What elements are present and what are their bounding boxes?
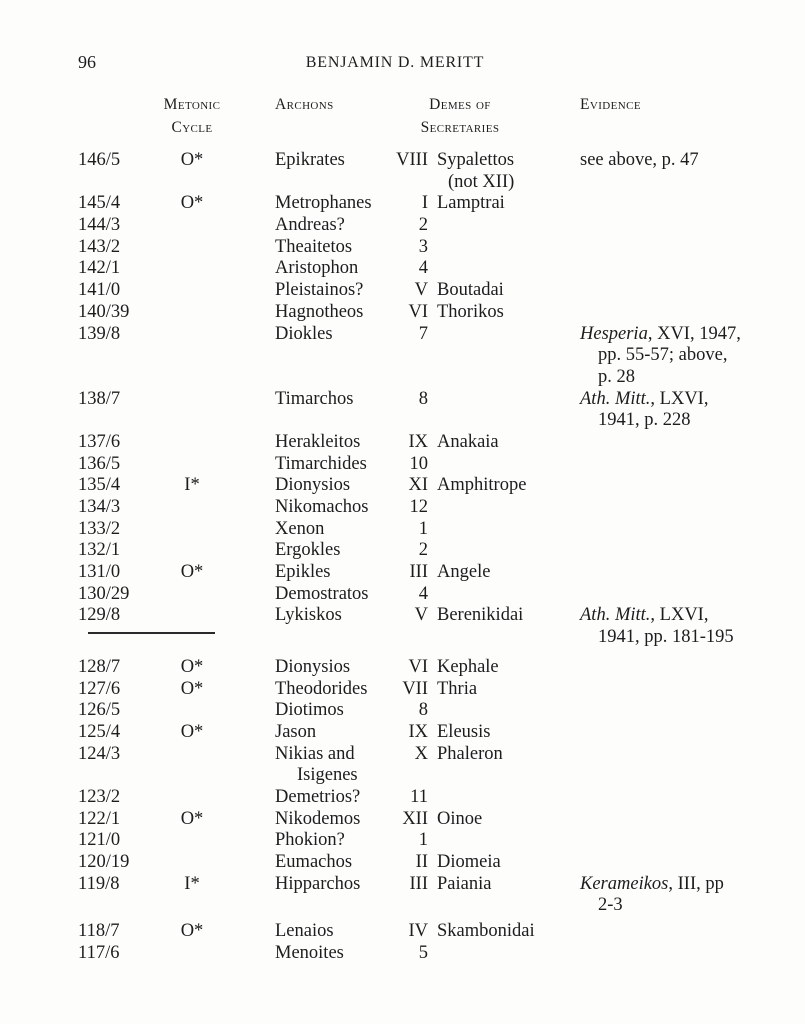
evidence-text: , LXVI,	[650, 605, 709, 626]
table-row	[0, 258, 805, 280]
metonic-cycle-cell: O*	[180, 808, 204, 829]
archon-cell: Menoites	[275, 942, 344, 963]
page-number: 96	[78, 52, 96, 72]
secretary-numeral-cell: III	[409, 873, 428, 894]
year-cell: 141/0	[78, 280, 121, 301]
evidence-cell	[580, 150, 802, 172]
evidence-continuation-cell: 1941, pp. 181-195	[598, 627, 734, 648]
table-row	[0, 744, 805, 766]
secretary-numeral-cell: 1	[418, 518, 428, 539]
table-row	[0, 172, 805, 194]
archon-cell: Timarchides	[275, 453, 367, 474]
year-cell: 144/3	[78, 215, 121, 236]
metonic-cycle-cell: O*	[180, 150, 204, 170]
table-row	[0, 410, 805, 432]
secretary-numeral-cell: 4	[418, 258, 428, 279]
archon-continuation-cell: Isigenes	[297, 765, 358, 786]
page-title: BENJAMIN D. MERITT	[305, 54, 485, 71]
archon-cell: Nikias and	[275, 743, 355, 764]
archon-cell: Nikomachos	[275, 497, 369, 517]
evidence-text: , III, pp	[668, 873, 724, 894]
table-row	[0, 765, 805, 787]
archon-cell: Pleistainos?	[275, 280, 364, 301]
header-demes-line2: Secretaries	[420, 119, 500, 136]
table-row	[0, 852, 805, 874]
year-cell: 140/39	[78, 301, 130, 322]
secretary-numeral-cell: V	[414, 605, 428, 626]
year-cell: 132/1	[78, 540, 121, 561]
journal-name: Hesperia	[580, 323, 648, 344]
table-row	[0, 150, 805, 172]
deme-cell: Amphitrope	[437, 475, 527, 496]
year-cell: 136/5	[78, 453, 121, 474]
secretary-numeral-cell: I	[421, 193, 428, 214]
year-cell: 126/5	[78, 700, 121, 721]
secretary-numeral-cell: 4	[418, 583, 428, 604]
secretary-numeral-cell: 1	[418, 830, 428, 851]
evidence-cell	[580, 874, 802, 896]
metonic-cycle-cell: O*	[180, 921, 204, 942]
table-row	[0, 280, 805, 302]
archon-cell: Hipparchos	[275, 873, 361, 894]
year-cell: 127/6	[78, 678, 121, 699]
column-header-evidence: Evidence	[580, 96, 641, 113]
secretary-numeral-cell: 11	[410, 786, 428, 807]
deme-cell: Lamptrai	[437, 193, 505, 214]
table-row	[0, 519, 805, 541]
archon-cell: Epikrates	[275, 150, 345, 170]
year-cell: 131/0	[78, 562, 121, 583]
archon-cell: Dionysios	[275, 475, 351, 496]
evidence-cell	[580, 605, 802, 627]
year-cell: 120/19	[78, 852, 130, 872]
secretary-numeral-cell: XII	[402, 808, 428, 829]
year-cell: 138/7	[78, 388, 121, 409]
table-row	[0, 605, 805, 627]
table-row	[0, 700, 805, 722]
year-cell: 142/1	[78, 258, 121, 279]
archon-cell: Lenaios	[275, 921, 334, 942]
table-row	[0, 302, 805, 324]
archon-cell: Herakleitos	[275, 431, 361, 452]
metonic-cycle-cell: I*	[184, 873, 200, 894]
archon-cell: Demostratos	[275, 583, 369, 604]
deme-cell: Diomeia	[437, 852, 501, 872]
year-cell: 119/8	[78, 873, 120, 894]
secretary-numeral-cell: 7	[418, 323, 428, 344]
year-cell: 118/7	[78, 921, 120, 942]
table-row	[0, 562, 805, 584]
metonic-cycle-cell: O*	[180, 721, 204, 742]
archon-cell: Diotimos	[275, 700, 344, 721]
archon-cell: Nikodemos	[275, 808, 361, 829]
table-row	[0, 454, 805, 476]
secretary-numeral-cell: XI	[408, 475, 428, 496]
journal-name: Ath. Mitt.	[580, 605, 651, 626]
year-cell: 124/3	[78, 743, 121, 764]
secretary-numeral-cell: IX	[408, 721, 428, 742]
metonic-cycle-cell: I*	[184, 475, 200, 496]
year-cell: 133/2	[78, 518, 121, 539]
table-row	[0, 657, 805, 679]
archon-cell: Epikles	[275, 562, 331, 583]
evidence-continuation-cell: p. 28	[598, 366, 635, 387]
evidence-text: see above, p. 47	[580, 150, 699, 170]
archon-cell: Metrophanes	[275, 193, 372, 214]
secretary-numeral-cell: 10	[409, 453, 428, 474]
deme-cell: Eleusis	[437, 721, 491, 742]
section-divider-rule	[88, 632, 215, 634]
archon-cell: Lykiskos	[275, 605, 342, 626]
journal-name: Kerameikos	[580, 873, 669, 894]
table-row	[0, 475, 805, 497]
deme-cell: Paiania	[437, 873, 492, 894]
table-row	[0, 787, 805, 809]
table-row	[0, 943, 805, 965]
evidence-cell	[580, 389, 802, 411]
deme-cell: Oinoe	[437, 808, 483, 829]
archon-cell: Eumachos	[275, 852, 353, 872]
secretary-numeral-cell: 2	[418, 215, 428, 236]
year-cell: 145/4	[78, 193, 121, 214]
secretary-numeral-cell: X	[414, 743, 428, 764]
metonic-cycle-cell: O*	[180, 656, 204, 677]
archon-cell: Xenon	[275, 518, 325, 539]
secretary-numeral-cell: VIII	[396, 150, 428, 170]
secretary-numeral-cell: VII	[402, 678, 428, 699]
secretary-numeral-cell: 5	[418, 942, 428, 963]
secretary-numeral-cell: IX	[408, 431, 428, 452]
year-cell: 128/7	[78, 656, 121, 677]
deme-continuation-cell: (not XII)	[448, 171, 515, 192]
archon-cell: Timarchos	[275, 388, 354, 409]
header-demes-line1: Demes of	[429, 96, 491, 113]
year-cell: 121/0	[78, 830, 121, 851]
table-row	[0, 389, 805, 411]
archon-cell: Aristophon	[275, 258, 359, 279]
table-row	[0, 193, 805, 215]
table-row	[0, 830, 805, 852]
secretary-numeral-cell: 8	[418, 700, 428, 721]
deme-cell: Anakaia	[437, 431, 499, 452]
year-cell: 122/1	[78, 808, 121, 829]
year-cell: 139/8	[78, 323, 121, 344]
table-row	[0, 237, 805, 259]
deme-cell: Phaleron	[437, 743, 503, 764]
table-row	[0, 679, 805, 701]
table-row	[0, 722, 805, 744]
column-header-metonic-cycle	[152, 93, 232, 139]
archon-cell: Demetrios?	[275, 786, 361, 807]
archon-cell: Hagnotheos	[275, 301, 364, 322]
table-row	[0, 584, 805, 606]
chronology-table	[0, 150, 805, 964]
secretary-numeral-cell: V	[414, 280, 428, 301]
table-row	[0, 215, 805, 237]
year-cell: 134/3	[78, 497, 121, 517]
metonic-cycle-cell: O*	[180, 678, 204, 699]
journal-name: Ath. Mitt.	[580, 388, 651, 409]
year-cell: 146/5	[78, 150, 121, 170]
secretary-numeral-cell: II	[415, 852, 428, 872]
secretary-numeral-cell: III	[409, 562, 428, 583]
archon-cell: Diokles	[275, 323, 333, 344]
deme-cell: Thorikos	[437, 301, 504, 322]
header-metonic-line2: Cycle	[171, 119, 213, 136]
year-cell: 123/2	[78, 786, 121, 807]
metonic-cycle-cell: O*	[180, 562, 204, 583]
evidence-continuation-cell: 2-3	[598, 895, 623, 916]
secretary-numeral-cell: 2	[418, 540, 428, 561]
table-row	[0, 432, 805, 454]
year-cell: 143/2	[78, 236, 121, 257]
secretary-numeral-cell: 12	[409, 497, 428, 517]
deme-cell: Thria	[437, 678, 478, 699]
evidence-text: , XVI, 1947,	[647, 323, 741, 344]
table-row	[0, 345, 805, 367]
table-row	[0, 921, 805, 943]
column-header-demes-of-secretaries	[400, 93, 520, 139]
deme-cell: Kephale	[437, 656, 499, 677]
archon-cell: Dionysios	[275, 656, 351, 677]
secretary-numeral-cell: 8	[418, 388, 428, 409]
year-cell: 125/4	[78, 721, 121, 742]
evidence-continuation-cell: pp. 55-57; above,	[598, 345, 728, 366]
archon-cell: Phokion?	[275, 830, 345, 851]
table-row	[0, 874, 805, 896]
deme-cell: Berenikidai	[437, 605, 524, 626]
year-cell: 117/6	[78, 942, 120, 963]
evidence-cell	[580, 324, 802, 346]
year-cell: 130/29	[78, 583, 130, 604]
archon-cell: Ergokles	[275, 540, 341, 561]
deme-cell: Sypalettos	[437, 150, 515, 170]
table-row	[0, 895, 805, 917]
secretary-numeral-cell: 3	[418, 236, 428, 257]
archon-cell: Theodorides	[275, 678, 368, 699]
table-row	[0, 497, 805, 519]
year-cell: 129/8	[78, 605, 121, 626]
year-cell: 135/4	[78, 475, 121, 496]
table-row	[0, 367, 805, 389]
deme-cell: Angele	[437, 562, 491, 583]
evidence-text: , LXVI,	[650, 388, 709, 409]
year-cell: 137/6	[78, 431, 121, 452]
metonic-cycle-cell: O*	[180, 193, 204, 214]
secretary-numeral-cell: VI	[408, 301, 428, 322]
deme-cell: Skambonidai	[437, 921, 535, 942]
evidence-continuation-cell: 1941, p. 228	[598, 410, 691, 431]
secretary-numeral-cell: IV	[408, 921, 428, 942]
deme-cell: Boutadai	[437, 280, 504, 301]
archon-cell: Theaitetos	[275, 236, 353, 257]
table-row	[0, 540, 805, 562]
table-row	[0, 324, 805, 346]
archon-cell: Jason	[275, 721, 317, 742]
archon-cell: Andreas?	[275, 215, 345, 236]
column-header-archons: Archons	[275, 96, 334, 113]
table-row	[0, 809, 805, 831]
header-metonic-line1: Metonic	[163, 96, 221, 113]
table-row	[0, 627, 805, 649]
secretary-numeral-cell: VI	[408, 656, 428, 677]
